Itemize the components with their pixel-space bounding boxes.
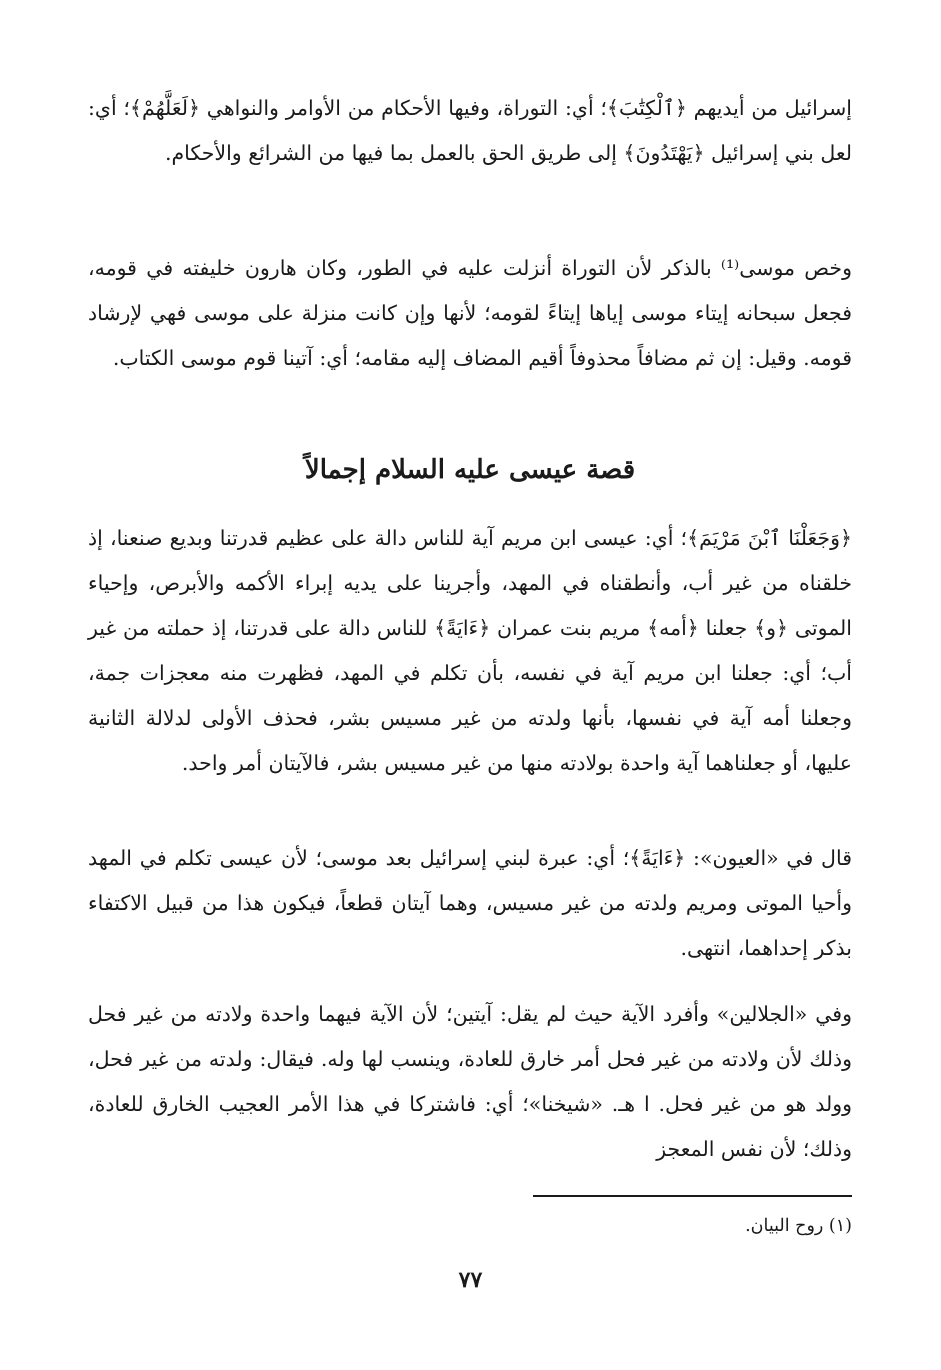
paragraph-5: وفي «الجلالين» وأفرد الآية حيث لم يقل: آيتين؛ لأن الآية فيهما واحدة ولادته من غير فحل وذلك لأن ولادته من غير فحل أمر خارق للعادة، وينسب لها وله. فيقال: ولدته من غير فحل، وولد هو من غير فحل. ا هـ. «شيخنا»؛ أي: فاشتركا في هذا الأمر العجيب الخارق للعادة، وذلك؛ لأن نفس المعجز: [88, 1002, 852, 1161]
section-heading: قصة عيسى عليه السلام إجمالاً: [304, 455, 636, 485]
footnote-divider: [533, 1195, 852, 1197]
paragraph-2: وخص موسى⁽¹⁾ بالذكر لأن التوراة أنزلت عليه في الطور، وكان هارون خليفته في قومه، فجعل سبحانه إيتاء موسى إياها إيتاءً لقومه؛ لأنها وإن كانت منزلة على موسى فهي لإرشاد قومه. وقيل: إن ثم مضافاً محذوفاً أقيم المضاف إليه مقامه؛ أي: آتينا قوم موسى الكتاب.: [88, 256, 852, 370]
footnote: (١) روح البيان.: [745, 1216, 852, 1236]
paragraph-3: ﴿وَجَعَلْنَا ٱبْنَ مَرْيَمَ﴾؛ أي: عيسى ابن مريم آية للناس دالة على عظيم قدرتنا وبديع صنعنا، إذ خلقناه من غير أب، وأنطقناه في المهد، وأجرينا على يديه إبراء الأكمه والأبرص، وإحياء الموتى ﴿و﴾ جعلنا ﴿أمه﴾ مريم بنت عمران ﴿ءَايَةً﴾ للناس دالة على قدرتنا، إذ حملته من غير أب؛ أي: جعلنا ابن مريم آية في نفسه، بأن تكلم في المهد، فظهرت منه معجزات جمة، وجعلنا أمه آية في نفسها، بأنها ولدته من غير مسيس بشر، فحذف الأولى لدلالة الثانية عليها، أو جعلناهما آية واحدة بولادته منها من غير مسيس بشر، فالآيتان أمر واحد.: [88, 526, 852, 775]
paragraph-1: إسرائيل من أيديهم ﴿ٱلْكِتَٰبَ﴾؛ أي: التوراة، وفيها الأحكام من الأوامر والنواهي ﴿لَعَلَّهُمْ﴾؛ أي: لعل بني إسرائيل ﴿يَهْتَدُونَ﴾ إلى طريق الحق بالعمل بما فيها من الشرائع والأحكام.: [88, 96, 852, 165]
paragraph-4: قال في «العيون»: ﴿ءَايَةً﴾؛ أي: عبرة لبني إسرائيل بعد موسى؛ لأن عيسى تكلم في المهد وأحيا الموتى ومريم ولدته من غير مسيس، وهما آيتان قطعاً، فيكون هذا من قبيل الاكتفاء بذكر إحداهما، انتهى.: [88, 846, 852, 960]
page-number: ٧٧: [458, 1267, 483, 1293]
